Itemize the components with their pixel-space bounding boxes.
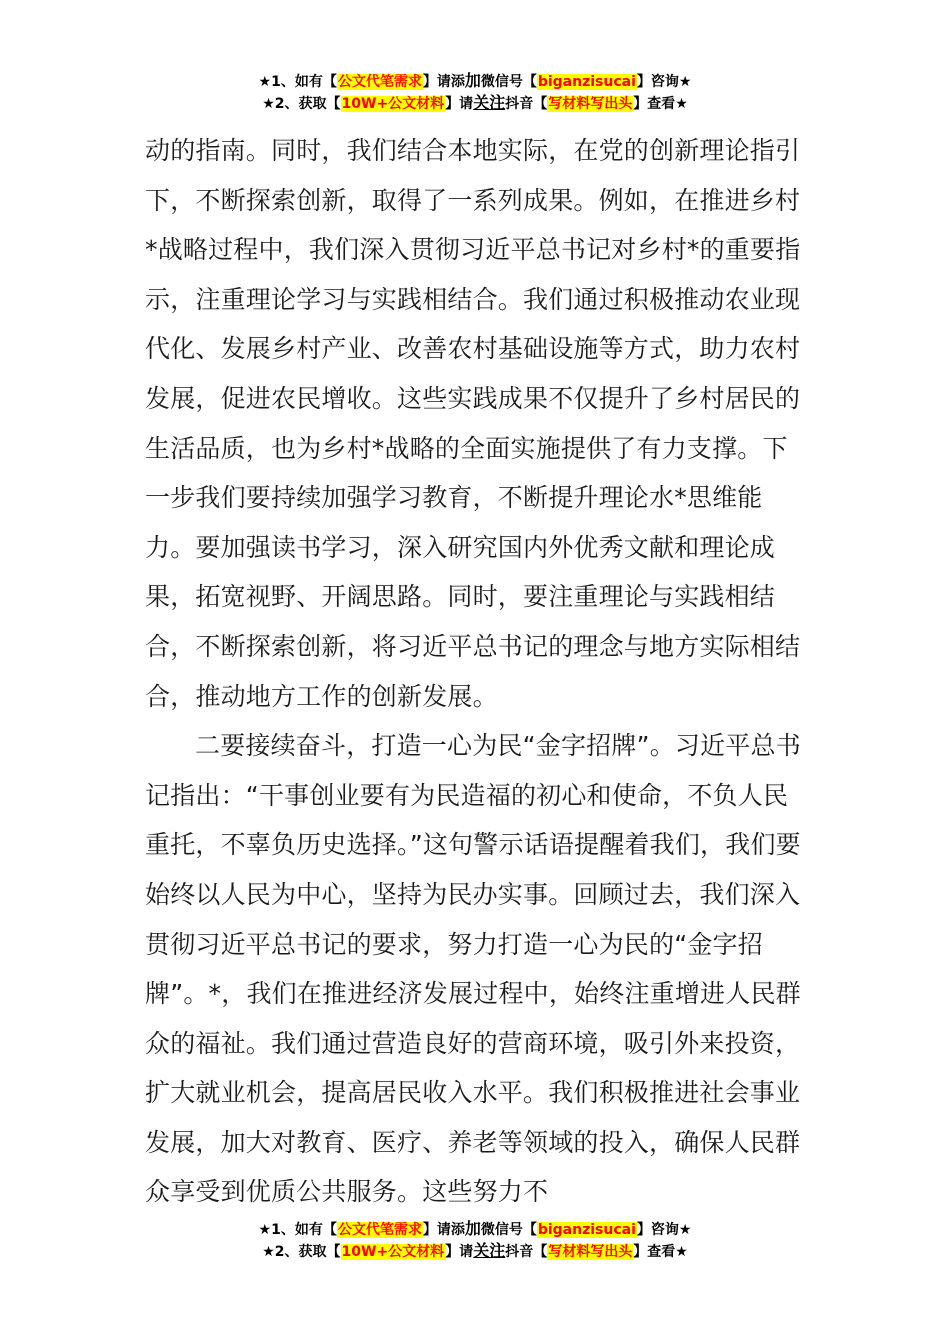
- promo-highlight: 公文代笔需求: [337, 1222, 422, 1238]
- douyin-highlight: 写材料写出头: [548, 1244, 633, 1260]
- document-body: [145, 126, 810, 1217]
- promo-line-2: ★2、获取【10W+公文材料】请关注抖音【写材料写出头】查看★: [262, 1241, 688, 1260]
- promo-line-2: ★2、获取【10W+公文材料】请关注抖音【写材料写出头】查看★: [262, 93, 688, 112]
- wechat-id-highlight: biganzisucai: [537, 74, 636, 90]
- promo-highlight: 公文代笔需求: [337, 74, 422, 90]
- header-promo-banner: [0, 70, 950, 114]
- body-paragraph: 动的指南。同时，我们结合本地实际，在党的创新理论指引下，不断探索创新，取得了一系列成果。例如，在推进乡村*战略过程中，我们深入贯彻习近平总书记对乡村*的重要指示，注重理论学习与实践相结合。我们通过积极推动农业现代化、发展乡村产业、改善农村基础设施等方式，助力农村发展，促进农民增收。这些实践成果不仅提升了乡村居民的生活品质，也为乡村*战略的全面实施提供了有力支撑。下一步我们要持续加强学习教育，不断提升理论水*思维能力。要加强读书学习，深入研究国内外优秀文献和理论成果，拓宽视野、开阔思路。同时，要注重理论与实践相结合，不断探索创新，将习近平总书记的理念与地方实际相结合，推动地方工作的创新发展。: [145, 136, 801, 711]
- wechat-id-highlight: biganzisucai: [537, 1222, 636, 1238]
- footer-promo-banner: [0, 1218, 950, 1262]
- promo-highlight: 10W+公文材料: [341, 96, 445, 112]
- douyin-highlight: 写材料写出头: [548, 96, 633, 112]
- promo-line-1: ★1、如有【公文代笔需求】请添加微信号【biganzisucai】咨询★: [258, 71, 692, 90]
- promo-highlight: 10W+公文材料: [341, 1244, 445, 1260]
- promo-line-1: ★1、如有【公文代笔需求】请添加微信号【biganzisucai】咨询★: [258, 1219, 692, 1238]
- body-paragraph: 二要接续奋斗，打造一心为民“金字招牌”。习近平总书记指出：“干事创业要有为民造福的初心和使命，不负人民重托，不辜负历史选择。”这句警示话语提醒着我们，我们要始终以人民为中心，坚持为民办实事。回顾过去，我们深入贯彻习近平总书记的要求，努力打造一心为民的“金字招牌”。*，我们在推进经济发展过程中，始终注重增进人民群众的福祉。我们通过营造良好的营商环境，吸引外来投资，扩大就业机会，提高居民收入水平。我们积极推进社会事业发展，加大对教育、医疗、养老等领域的投入，确保人民群众享受到优质公共服务。这些努力不: [145, 731, 801, 1207]
